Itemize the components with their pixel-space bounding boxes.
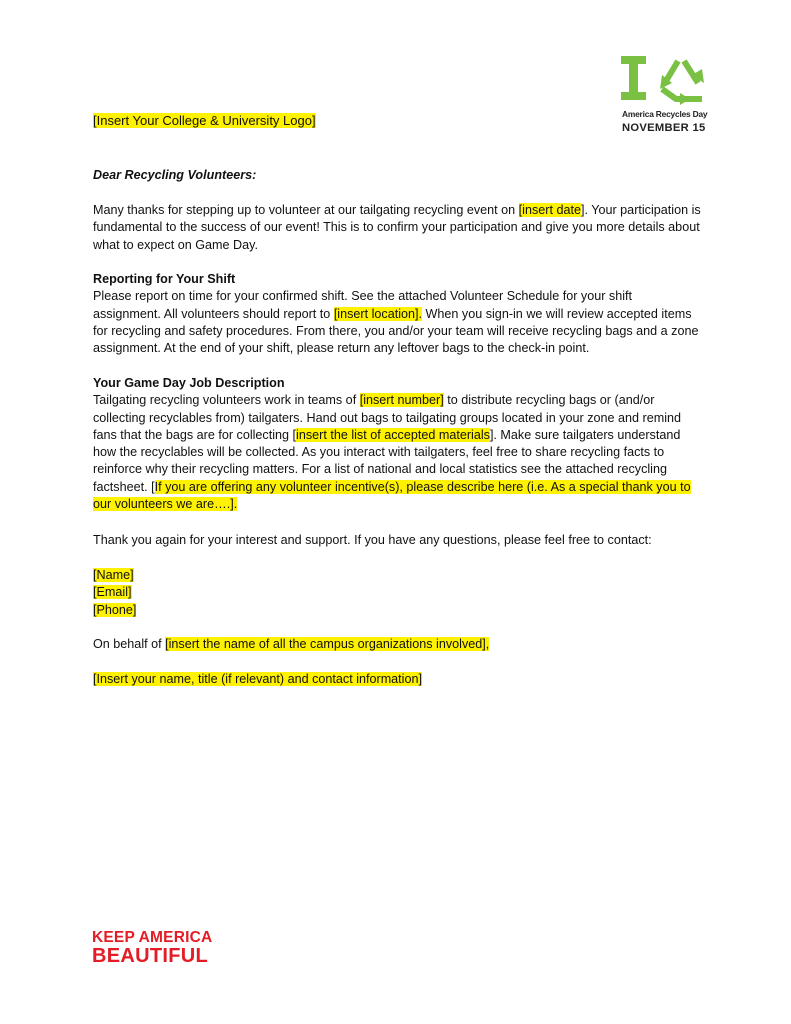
logo-placeholder-text: [Insert Your College & University Logo] [93, 113, 316, 128]
job-section [93, 375, 703, 513]
kab-line-1: KEEP AMERICA [92, 929, 213, 946]
shift-heading: Reporting for Your Shift [93, 272, 236, 286]
recycle-icon [660, 61, 704, 105]
contact-email-placeholder: [Email] [93, 585, 132, 600]
behalf-paragraph [93, 636, 703, 653]
job-text-4: ]. [230, 497, 238, 512]
behalf-text: On behalf of [93, 637, 166, 651]
salutation: Dear Recycling Volunteers: [93, 168, 257, 182]
job-heading: Your Game Day Job Description [93, 376, 285, 390]
contact-name-placeholder: [Name] [93, 568, 134, 582]
insert-date-placeholder: [insert date [518, 203, 581, 217]
shift-text-1: Please report on time for your confirmed shift. See the attached Volunteer Schedule for your shift assignment. All volunteers should report to [93, 289, 633, 321]
letter-i-mark [621, 56, 646, 100]
signature-placeholder: [Insert your name, title (if relevant) and contact information] [93, 672, 422, 686]
shift-section [93, 271, 703, 357]
ard-logo-tagline: America Recycles Day [622, 109, 708, 119]
ard-logo-date: NOVEMBER 15 [622, 122, 706, 134]
insert-location-placeholder: [insert location]. [333, 306, 423, 321]
thanks-paragraph [93, 532, 703, 549]
college-logo-placeholder [93, 113, 316, 128]
intro-text-1: Many thanks for stepping up to volunteer at our tailgating recycling event on [93, 203, 519, 217]
kab-line-2: BEAUTIFUL [92, 945, 209, 967]
organizations-placeholder: [insert the name of all the campus organizations involved], [165, 637, 490, 651]
signature-paragraph [93, 671, 703, 688]
keep-america-beautiful-logo [92, 929, 212, 965]
insert-number-placeholder: [insert number] [359, 393, 444, 408]
job-text-1: Tailgating recycling volunteers work in teams of [93, 393, 360, 408]
thanks-text: Thank you again for your interest and support. If you have any questions, please feel free to contact: [93, 533, 652, 547]
contact-phone-placeholder: [Phone] [93, 602, 137, 617]
job-text-2: to distribute recycling bags or (and/or collecting recyclables from) tailgaters. Hand out bags to tailgating groups located in your zone and remind fans that the bags are for collecting [ [93, 393, 682, 442]
intro-text-2: ]. Your participation is fundamental to the success of our event! This is to confirm your participation and give you more details about what to expect on Game Day. [93, 203, 701, 252]
incentive-placeholder: If you are offering any volunteer incentive(s), please describe here (i.e. As a special thank you to our volunteers we are…. [93, 479, 691, 512]
shift-text-2: When you sign-in we will review accepted items for recycling and safety procedures. From there, you and/or your team will receive recycling bags and a zone assignment. At the end of your shift, please return any leftover bags to the check-in point. [93, 306, 699, 356]
job-text-3: ]. Make sure tailgaters understand how the recyclables will be collected. As you interact with tailgaters, feel free to share recycling facts to reinforce why their recycling matters. For a list of national and local statistics see the attached recycling factsheet. [ [93, 427, 681, 494]
contact-block [93, 567, 703, 619]
accepted-materials-placeholder: insert the list of accepted materials [296, 427, 490, 442]
intro-paragraph [93, 202, 703, 254]
